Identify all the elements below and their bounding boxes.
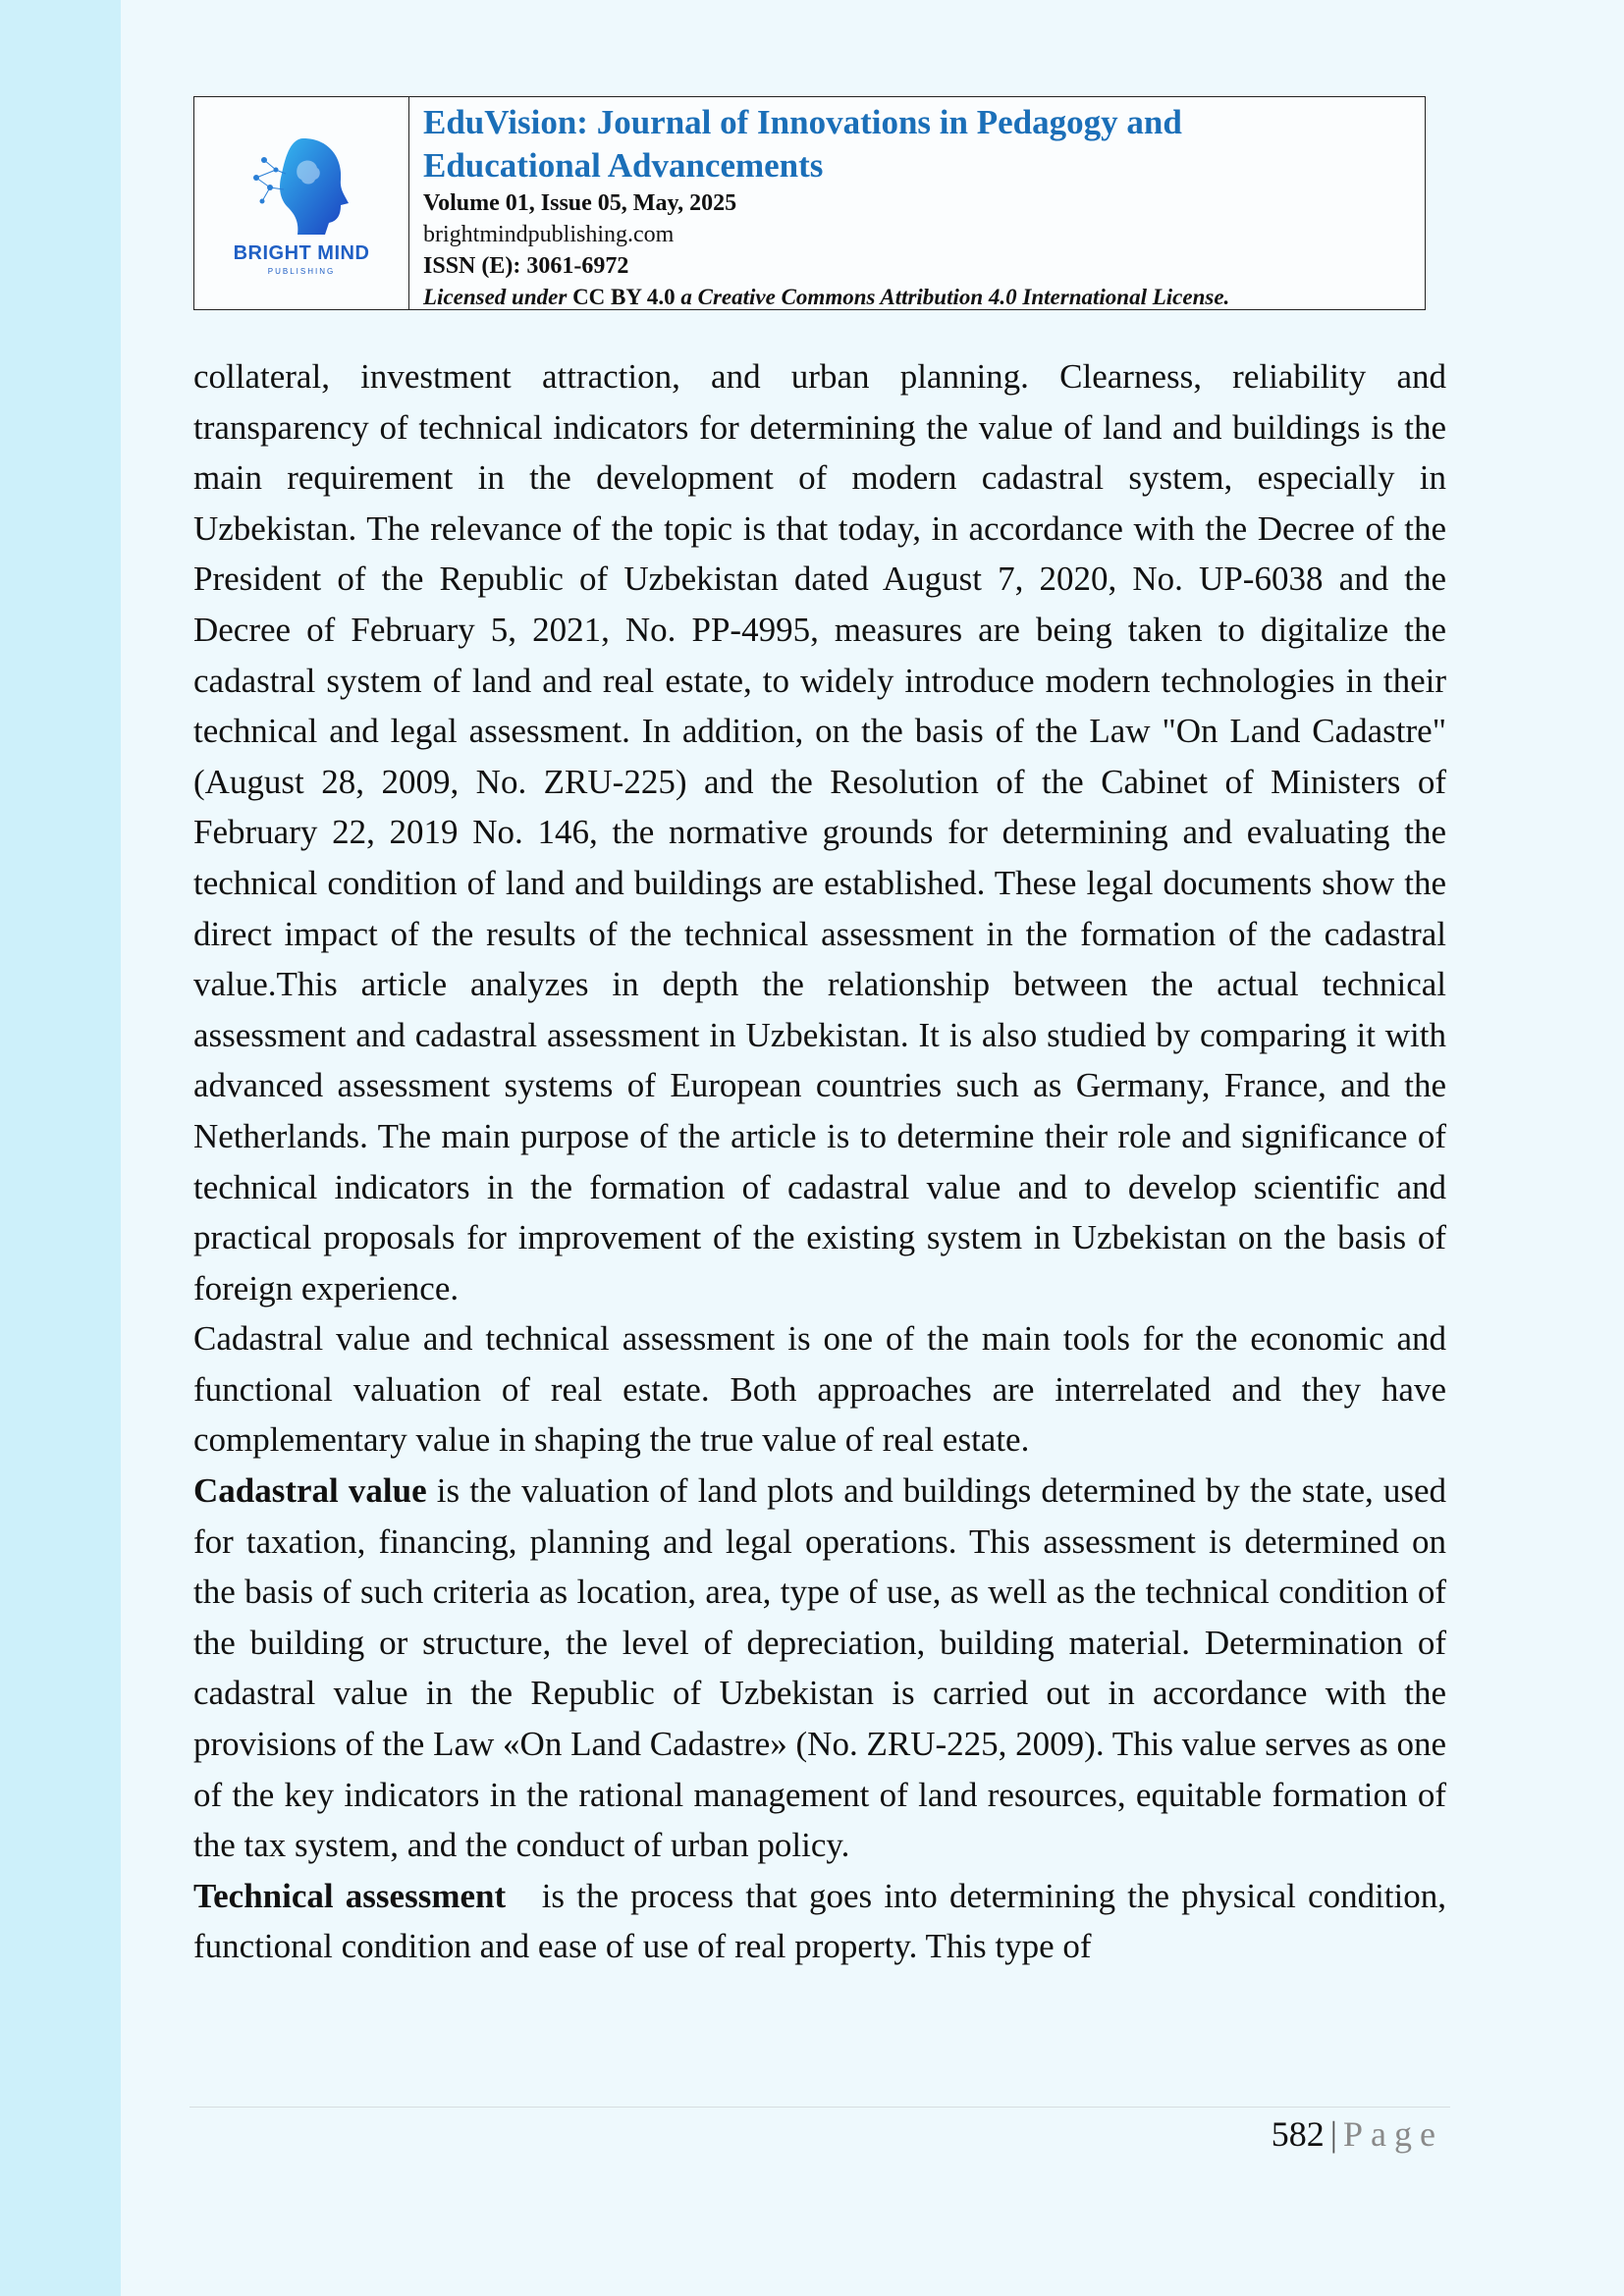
license-prefix: Licensed under (423, 285, 573, 309)
term-cadastral-value: Cadastral value (193, 1471, 427, 1511)
footer-divider (189, 2107, 1450, 2108)
paragraph-2: Cadastral value and technical assessment is one of the main tools for the economic and functional valuation of real estate. Both approaches are interrelated and they have complementary value in shaping the true value of real estate. (193, 1319, 1446, 1460)
journal-title-line1: EduVision: Journal of Innovations in Pedagogy and (423, 103, 1182, 141)
paragraph-3-text: is the valuation of land plots and buildings determined by the state, used for taxation, financing, planning and legal operations. This assessment is determined on the basis of such criteria as location, area, type of use, as well as the technical condition of the building or structure, the level of depreciation, building material. Determination of cadastral value in the Republic of Uzbekistan is carried out in accordance with the provisions of the Law «On Land Cadastre» (No. ZRU-225, 2009). This value serves as one of the key indicators in the rational management of land resources, equitable formation of the tax system, and the conduct of urban policy. (193, 1471, 1447, 1865)
article-body (193, 351, 1455, 1972)
page-label: Page (1343, 2114, 1443, 2154)
journal-header (193, 96, 1426, 310)
journal-info (409, 97, 1243, 309)
paragraph-4-text: is the process that goes into determining the physical condition, functional condition and ease of use of real property. This type of (193, 1876, 1455, 1966)
issn: ISSN (E): 3061-6972 (423, 253, 629, 279)
website: brightmindpublishing.com (423, 222, 675, 247)
license-line (423, 282, 1229, 313)
logo-text: BRIGHT MIND (233, 242, 370, 264)
term-technical-assessment: Technical assessment (193, 1876, 507, 1915)
logo-subtext: PUBLISHING (267, 267, 336, 276)
license-suffix: a Creative Commons Attribution 4.0 International License. (675, 285, 1230, 309)
license-cc: CC BY 4.0 (572, 285, 676, 309)
brain-head-logo-icon (243, 131, 360, 239)
logo (194, 97, 409, 309)
page-number-value: 582 (1271, 2114, 1325, 2154)
page-number (1272, 2110, 1443, 2158)
paragraph-1: collateral, investment attraction, and urban planning. Clearness, reliability and transparency of technical indicators for determining the value of land and buildings is the main requirement in the development of modern cadastral system, especially in Uzbekistan. The relevance of the topic is that today, in accordance with the Decree of the President of the Republic of Uzbekistan dated August 7, 2020, No. UP-6038 and the Decree of February 5, 2021, No. PP-4995, measures are being taken to digitalize the cadastral system of land and real estate, to widely introduce modern technologies in their technical and legal assessment. In addition, on the basis of the Law "On Land Cadastre" (August 28, 2009, No. ZRU-225) and the Resolution of the Cabinet of Ministers of February 22, 2019 No. 146, the normative grounds for determining and evaluating the technical condition of land and buildings are established. These legal documents show the direct impact of the results of the technical assessment in the formation of the cadastral value.This article analyzes in depth the relationship between the actual technical assessment and cadastral assessment in Uzbekistan. It is also studied by comparing it with advanced assessment systems of European countries such as Germany, France, and the Netherlands. The main purpose of the article is to determine their role and significance of technical indicators in the formation of cadastral value and to develop scientific and practical proposals for improvement of the existing system in Uzbekistan on the basis of foreign experience. (193, 357, 1446, 1308)
paragraph-4 (193, 1871, 1455, 1972)
side-strip (0, 0, 121, 2296)
journal-title-line2: Educational Advancements (423, 146, 824, 185)
paragraph-3 (193, 1466, 1446, 1871)
page-separator: | (1329, 2114, 1338, 2154)
volume-info: Volume 01, Issue 05, May, 2025 (423, 190, 737, 216)
